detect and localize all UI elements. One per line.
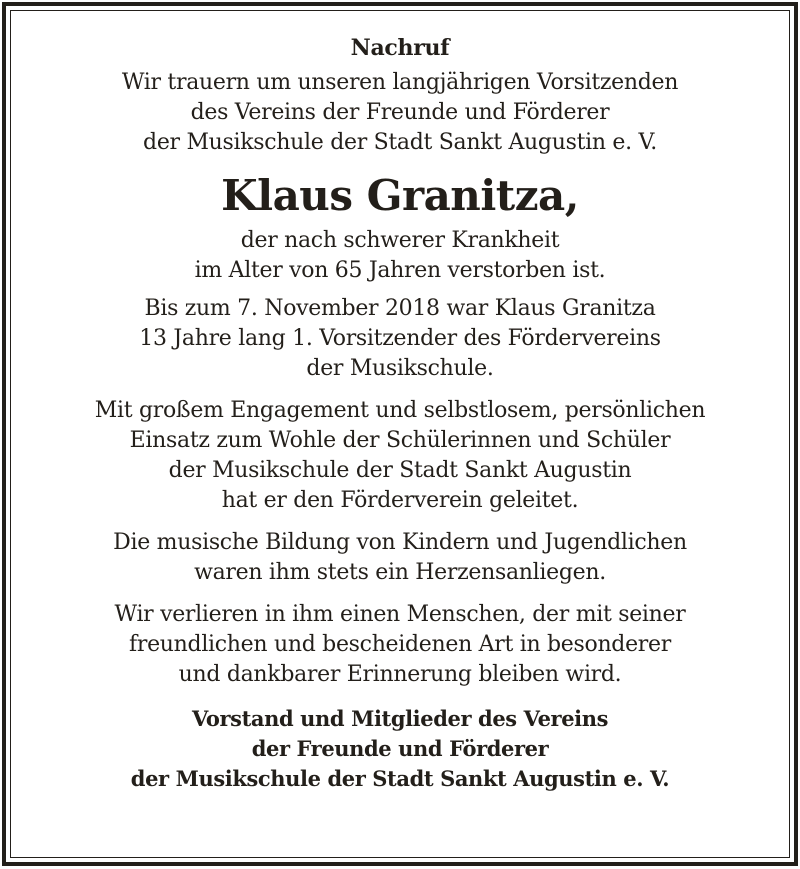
engagement-line: Einsatz zum Wohle der Schülerinnen und Schüler	[129, 428, 671, 453]
engagement-line: Mit großem Engagement und selbstlosem, persönlichen	[94, 398, 706, 423]
memory-line: und dankbarer Erinnerung bleiben wird.	[178, 662, 622, 687]
signature-line: der Freunde und Förderer	[251, 736, 549, 761]
memory-line: freundlichen und bescheidenen Art in besonderer	[129, 632, 671, 657]
education-paragraph	[12, 528, 788, 588]
memory-paragraph	[12, 600, 788, 690]
tenure-line: Bis zum 7. November 2018 war Klaus Granitza	[144, 296, 656, 321]
death-line: der nach schwerer Krankheit	[240, 228, 560, 253]
tenure-line: der Musikschule.	[306, 356, 494, 381]
engagement-line: hat er den Förderverein geleitet.	[221, 488, 579, 513]
intro-paragraph	[12, 68, 788, 158]
tenure-paragraph	[12, 294, 788, 384]
intro-line: der Musikschule der Stadt Sankt Augustin e. V.	[143, 130, 657, 155]
death-line: im Alter von 65 Jahren verstorben ist.	[194, 258, 606, 283]
engagement-line: der Musikschule der Stadt Sankt Augustin	[168, 458, 632, 483]
deceased-name: Klaus Granitza,	[221, 171, 579, 220]
signature-line: der Musikschule der Stadt Sankt Augustin e. V.	[130, 766, 670, 791]
death-paragraph	[12, 226, 788, 286]
signature-block	[12, 704, 788, 794]
education-line: Die musische Bildung von Kindern und Jugendlichen	[113, 530, 687, 555]
tenure-line: 13 Jahre lang 1. Vorsitzender des Fördervereins	[139, 326, 661, 351]
intro-line: Wir trauern um unseren langjährigen Vorsitzenden	[121, 70, 679, 95]
intro-line: des Vereins der Freunde und Förderer	[190, 100, 610, 125]
obituary-notice	[12, 0, 788, 794]
engagement-paragraph	[12, 396, 788, 516]
memory-line: Wir verlieren in ihm einen Menschen, der mit seiner	[114, 602, 686, 627]
signature-line: Vorstand und Mitglieder des Vereins	[191, 706, 609, 731]
education-line: waren ihm stets ein Herzensanliegen.	[194, 560, 606, 585]
notice-heading: Nachruf	[350, 35, 450, 61]
